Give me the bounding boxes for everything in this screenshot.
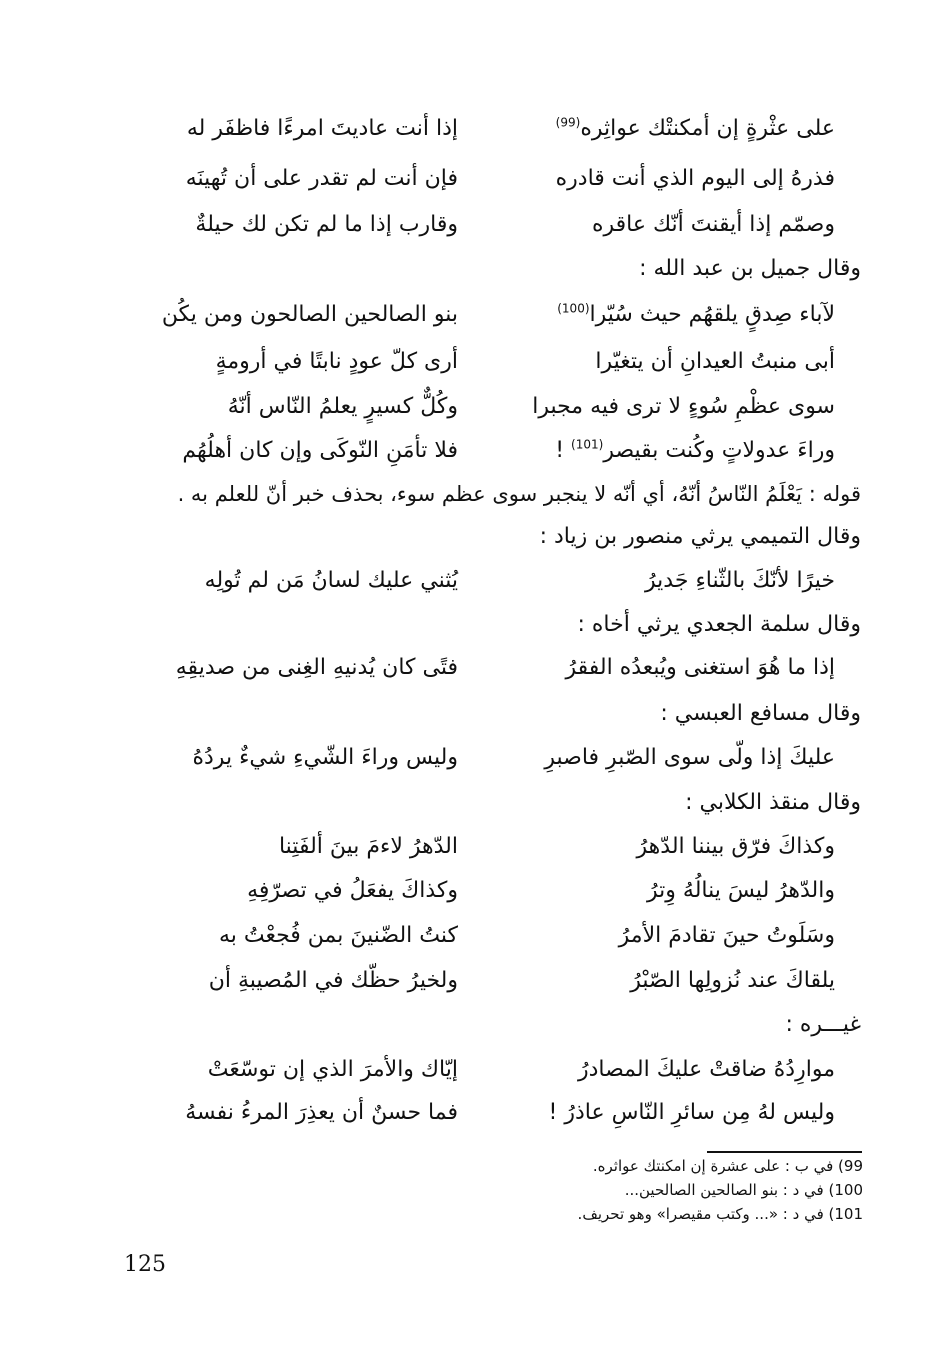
prose-intro-salama: وقال سلمة الجعدي يرثي أخاه : <box>577 612 861 637</box>
verse-3-right: وقارب إذا ما لم تكن لك حيلةٌ <box>195 212 458 237</box>
footnote-101: 101) في د : «... وكتب مقيصرا» وهو تحريف. <box>577 1205 863 1223</box>
prose-intro-other: غيـــره : <box>785 1012 861 1037</box>
verse-4-right: بنو الصالحين الصالحون ومن يكُن <box>161 302 458 327</box>
footnote-100: 100) في د : بنو الصالحين الصالحين... <box>624 1181 863 1199</box>
verse-12-right: وكذاكَ يفعَلُ في تصرّفِهِ <box>247 878 458 903</box>
verse-15-left: موارِدُهُ ضاقتْ عليكَ المصادرُ <box>577 1057 835 1082</box>
verse-7-left: وراءَ عدولاتٍ وكُنت بقيصر$^{(101)}$ ! <box>555 437 835 463</box>
footnote-99: 99) في ب : على عشرة إن امكنتك عواثره. <box>592 1157 863 1175</box>
page-number: 125 <box>124 1252 166 1277</box>
verse-1-right: إذا أنت عاديتَ امرءًا فاظفَر له <box>186 116 458 141</box>
verse-6-right: وكُلٌّ كسيرٍ يعلمُ النّاس أنّهُ <box>227 394 458 419</box>
verse-14-left: يلقاكَ عند نُزولِها الصّبْرُ <box>630 968 835 993</box>
verse-11-right: الدّهرُ لاءمَ بينَ ألفَتِنا <box>278 834 458 859</box>
verse-4-left: لآباء صِدقٍ يلقهُم حيث سُيّرا$^{(100)}$ <box>557 301 835 327</box>
verse-12-left: والدّهرُ ليسَ ينالُهُ وِترُ <box>647 878 835 903</box>
verse-8-left: خيرًا لأنّكَ بالثّناءِ جَديرُ <box>645 568 835 593</box>
verse-9-right: فتًى كان يُدنيهِ الغِنى من صديقِهِ <box>175 655 458 680</box>
prose-intro-musafi: وقال مسافع العبسي : <box>660 701 861 726</box>
verse-1-left: على عثْرةٍ إن أمكنتْك عواثِره$^{(99)}$ <box>555 115 835 141</box>
prose-intro-tamimi: وقال التميمي يرثي منصور بن زياد : <box>539 524 861 549</box>
footnote-ref-99: (99) <box>555 115 581 130</box>
prose-commentary: قوله : يَعْلَمُ النّاسُ أنّهُ، أي أنّه لا ينجبر سوى عظم سوء، بحذف خبر أنّ للعلم به . <box>177 482 861 506</box>
verse-10-right: وليس وراءَ الشّيءِ شيءٌ يردُهُ <box>192 745 458 770</box>
verse-6-left: سوى عظْمِ سُوءٍ لا ترى فيه مجبرا <box>532 394 835 419</box>
footnote-divider <box>707 1151 862 1153</box>
verse-2-left: فذرهُ إلى اليوم الذي أنت قادره <box>555 166 835 191</box>
verse-3-left: وصمّم إذا أيقنتَ أنّك عاقره <box>591 212 835 237</box>
verse-13-left: وسَلَوتُ حينَ تقادمَ الأمرُ <box>618 923 835 948</box>
footnote-ref-100: (100) <box>557 301 590 316</box>
verse-15-right: إيّاك والأمرَ الذي إن توسّعَتْ <box>207 1057 458 1082</box>
verse-9-left: إذا ما هُوَ استغنى ويُبعدُه الفقرُ <box>565 655 835 680</box>
verse-2-right: فإن أنت لم تقدر على أن تُهينَه <box>185 166 458 191</box>
footnote-ref-101: (101) <box>571 437 604 452</box>
verse-7-right: فلا تأمَنِ النّوكَى وإن كان أهلُهُم <box>182 438 458 463</box>
verse-16-right: فما حسنٌ أن يعذِرَ المرءُ نفسهُ <box>185 1100 458 1125</box>
verse-10-left: عليكَ إذا ولّى سوى الصّبرِ فاصبرِ <box>544 745 835 770</box>
verse-11-left: وكذاكَ فرّق بيننا الدّهرُ <box>636 834 835 859</box>
verse-5-right: أرى كلّ عودٍ نابتًا في أرومةٍ <box>215 349 458 374</box>
verse-13-right: كنتُ الضّنينَ بمن فُجعْتُ به <box>218 923 458 948</box>
verse-5-left: أبى منبتُ العيدانِ أن يتغيّرا <box>595 349 835 374</box>
prose-intro-jamil: وقال جميل بن عبد الله : <box>639 256 861 281</box>
verse-14-right: ولخيرُ حظّك في المُصيبةِ أن <box>208 968 458 993</box>
verse-16-left: وليس لهُ مِن سائرِ النّاسِ عاذرُ ! <box>548 1100 835 1125</box>
prose-intro-munqidh: وقال منقذ الكلابي : <box>685 790 861 815</box>
verse-8-right: يُثني عليك لسانُ مَن لم تُولِه <box>204 568 458 593</box>
